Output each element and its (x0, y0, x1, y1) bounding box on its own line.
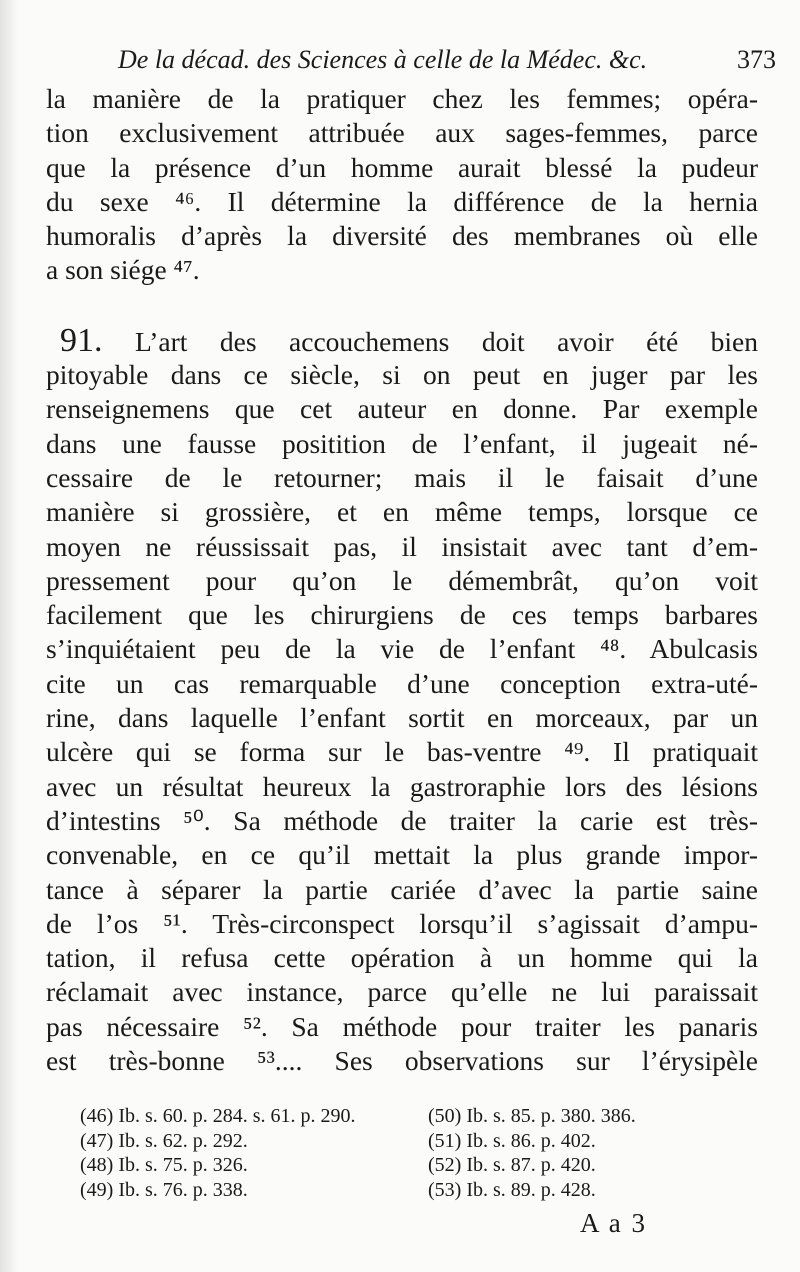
text-line: avec un résultat heureux la gastroraphie lors des lésions (46, 770, 758, 802)
text-line: moyen ne réussissait pas, il insistait avec tant d’em- (46, 530, 758, 562)
text-line: ulcère qui se forma sur le bas-ventre ⁴⁹. Il pratiquait (46, 736, 758, 768)
text-line: manière si grossière, et en même temps, lorsque ce (46, 496, 758, 528)
text-line: est très-bonne ⁵³.... Ses observations sur l’érysipèle (46, 1045, 758, 1077)
text-line: tion exclusivement attribuée aux sages-femmes, parce (46, 117, 758, 149)
text-line: d’intestins ⁵⁰. Sa méthode de traiter la carie est très- (46, 804, 758, 836)
running-title: De la décad. des Sciences à celle de la Médec. &c. (118, 45, 648, 74)
text-line: cessaire de le retourner; mais il le faisait d’une (46, 461, 758, 493)
text-line: dans une fausse positition de l’enfant, il jugeait né- (46, 427, 758, 459)
text-line: du sexe ⁴⁶. Il détermine la différence de la hernia (46, 185, 758, 217)
footnote: (50) Ib. s. 85. p. 380. 386. (428, 1105, 636, 1127)
footnotes-right-column (428, 1104, 636, 1202)
text-line: pressement pour qu’on le démembrât, qu’on voit (46, 564, 758, 596)
text-line: réclamait avec instance, parce qu’elle ne lui paraissait (46, 976, 758, 1008)
footnote: (47) Ib. s. 62. p. 292. (80, 1129, 248, 1152)
footnote: (53) Ib. s. 89. p. 428. (428, 1178, 596, 1201)
text-line: tation, il refusa cette opération à un homme qui la (46, 942, 758, 974)
footnote: (48) Ib. s. 75. p. 326. (80, 1154, 248, 1176)
text-line: renseignemens que cet auteur en donne. Par exemple (46, 393, 758, 425)
text-line: que la présence d’un homme aurait blessé la pudeur (46, 151, 758, 183)
text-line: convenable, en ce qu’il mettait la plus grande impor- (46, 839, 758, 871)
text-line: s’inquiétaient peu de la vie de l’enfant ⁴⁸. Abulcasis (46, 633, 758, 665)
text-line: la manière de la pratiquer chez les femmes; opéra- (46, 83, 758, 114)
printer-signature-mark: A a 3 (580, 1208, 647, 1238)
footnote: (52) Ib. s. 87. p. 420. (428, 1154, 596, 1176)
paragraph-gap (46, 288, 758, 324)
text-line: a son siége ⁴⁷. (46, 254, 200, 286)
paragraph-number: 91. (60, 321, 103, 359)
page-number: 373 (737, 45, 776, 74)
text-line: cite un cas remarquable d’une conception extra-uté- (46, 667, 758, 699)
page-fold-shadow (0, 0, 18, 1272)
text-line: facilement que les chirurgiens de ces temps barbares (46, 599, 758, 631)
paragraph-91-first-line (46, 321, 758, 359)
footnotes-left-column (80, 1104, 356, 1202)
footnote: (51) Ib. s. 86. p. 402. (428, 1129, 596, 1152)
text-line: rine, dans laquelle l’enfant sortit en morceaux, par un (46, 702, 758, 734)
text-line: L’art des accouchemens doit avoir été bien (134, 325, 758, 357)
footnote: (49) Ib. s. 76. p. 338. (80, 1178, 248, 1201)
text-line: de l’os ⁵¹. Très-circonspect lorsqu’il s’agissait d’ampu- (46, 907, 758, 939)
running-header (118, 40, 776, 80)
text-line: pas nécessaire ⁵². Sa méthode pour traiter les panaris (46, 1010, 758, 1042)
footnote: (46) Ib. s. 60. p. 284. s. 61. p. 290. (80, 1105, 356, 1127)
text-line: pitoyable dans ce siècle, si on peut en juger par les (46, 359, 758, 391)
text-line: humoralis d’après la diversité des membranes où elle (46, 220, 758, 252)
body-text (46, 82, 758, 1078)
text-line: tance à séparer la partie cariée d’avec la partie saine (46, 873, 758, 905)
